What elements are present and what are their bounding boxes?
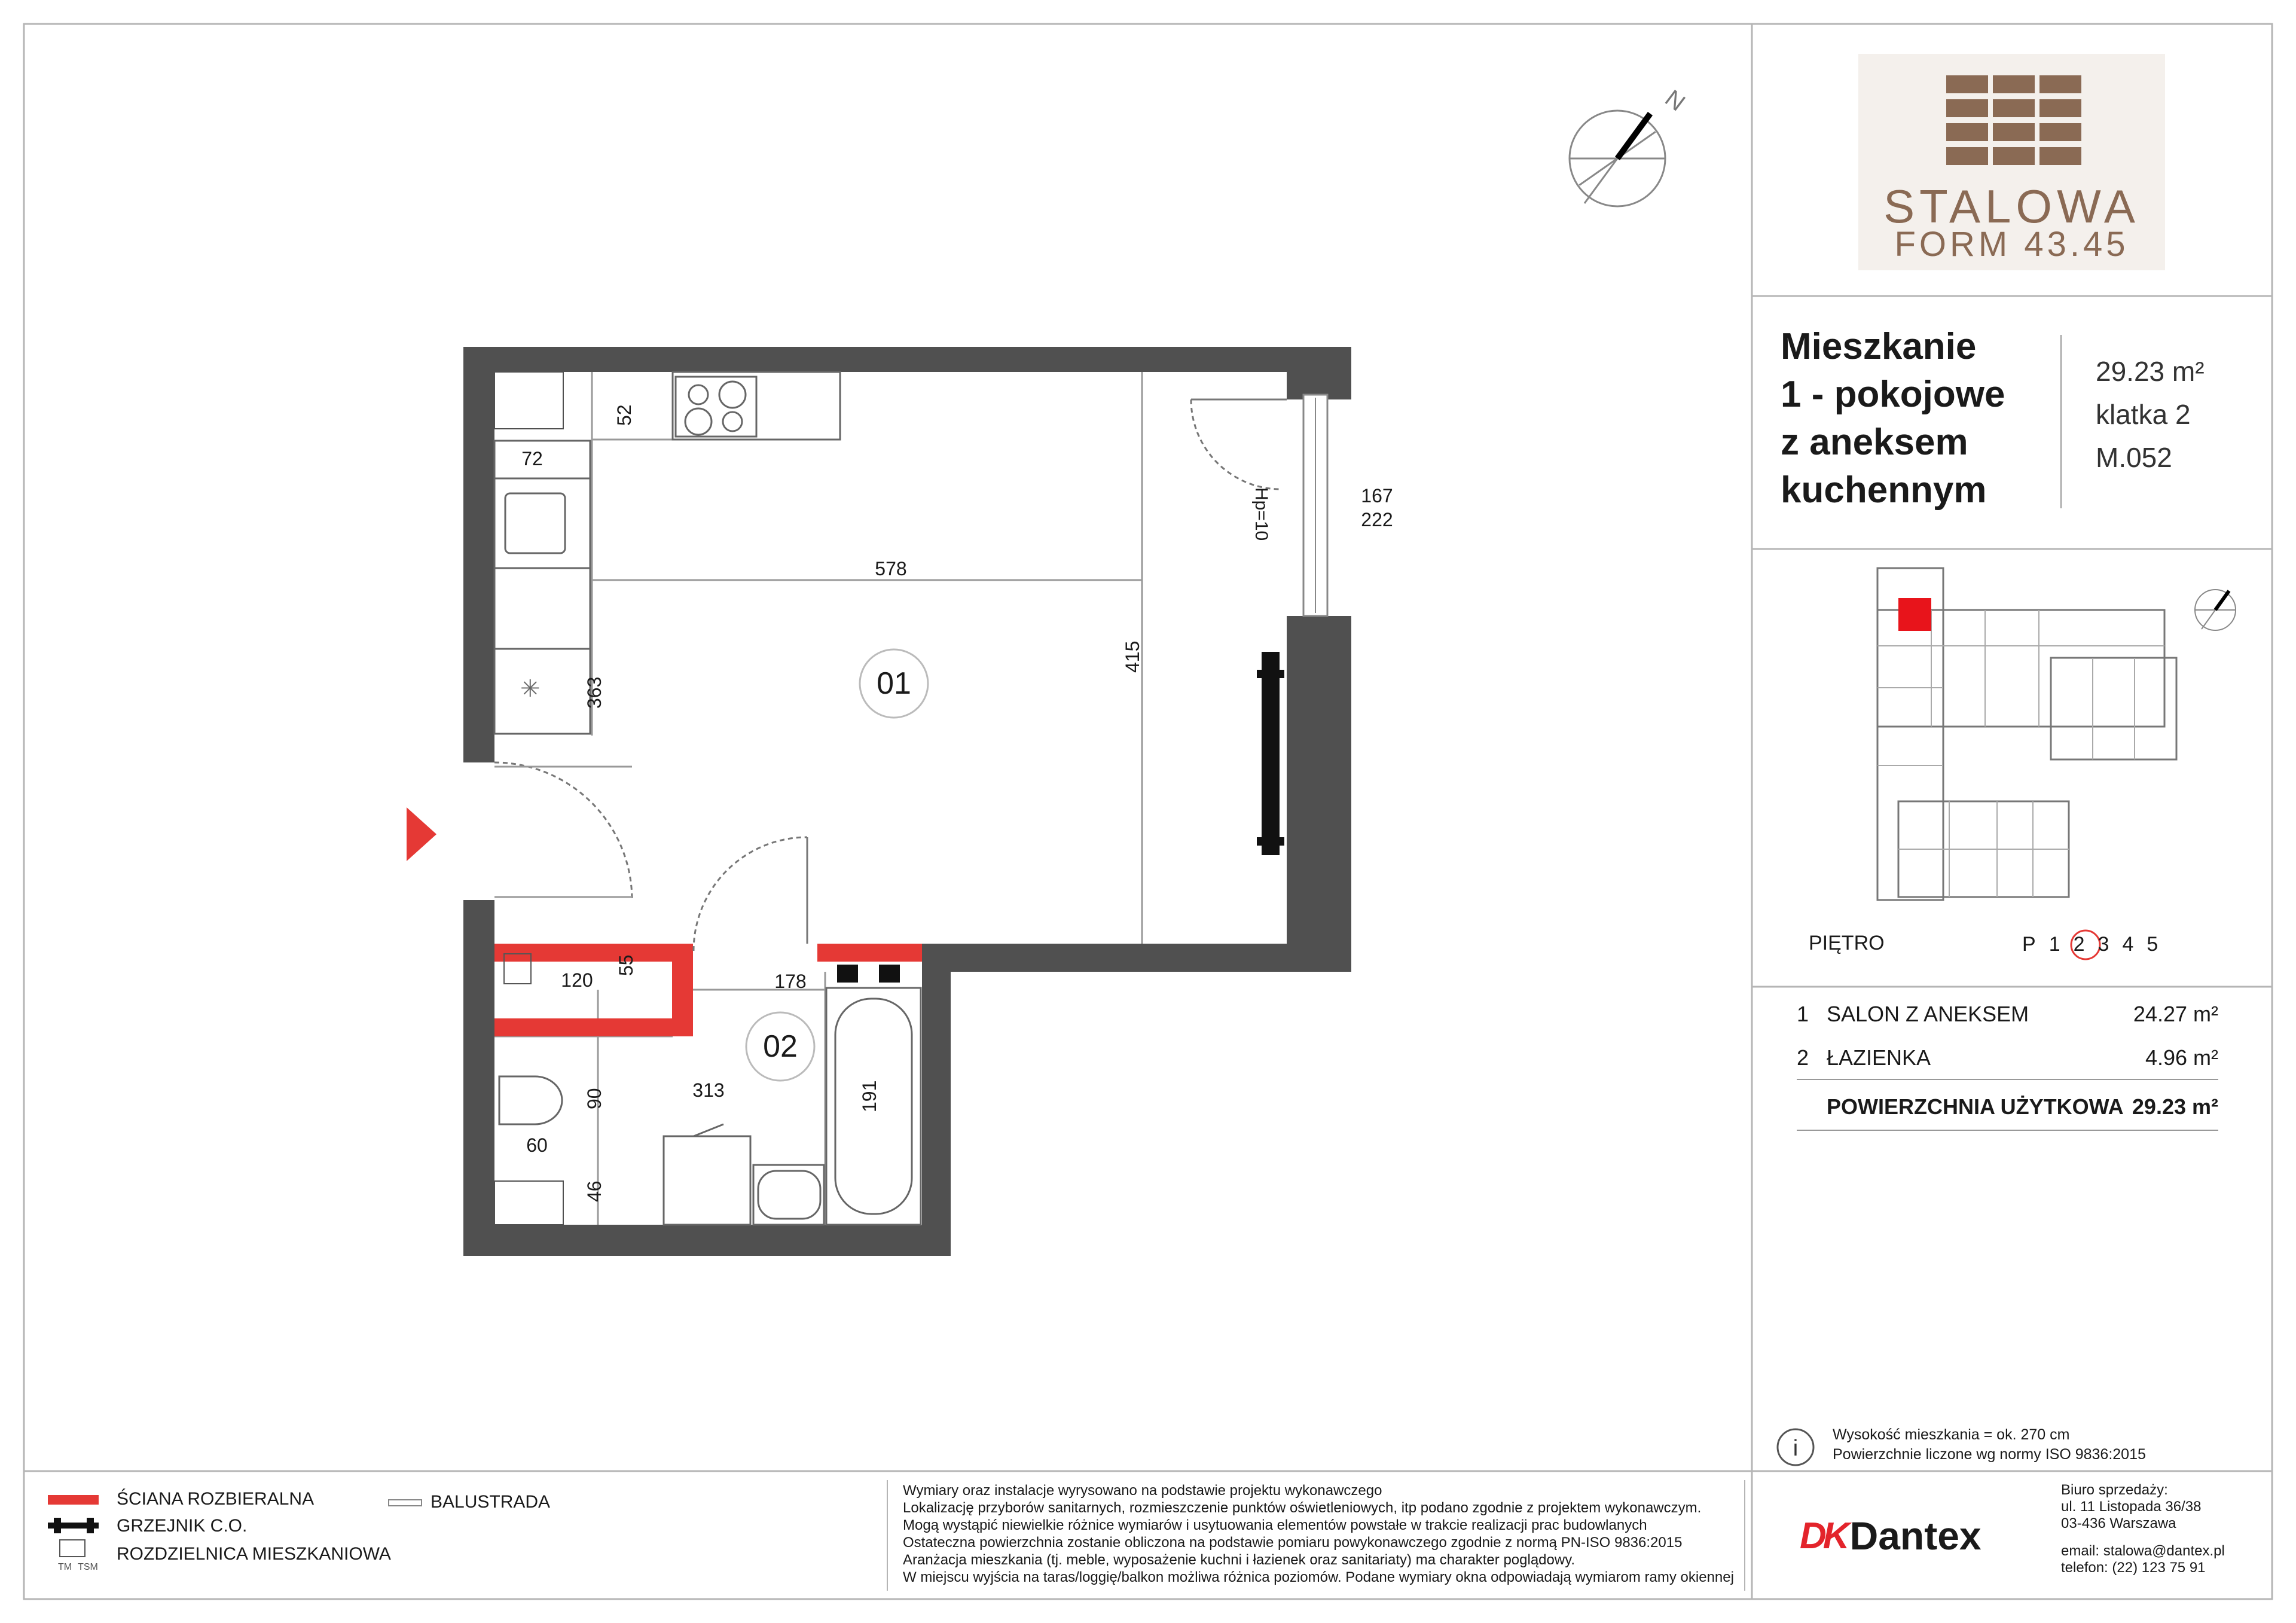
dimension-55: 55 <box>615 954 637 976</box>
radiator-icon <box>1257 652 1284 855</box>
entry-arrow-icon <box>407 807 436 861</box>
title-line-1: Mieszkanie <box>1781 326 1977 367</box>
room-name: ŁAZIENKA <box>1827 1045 1931 1070</box>
dimension-178: 178 <box>774 971 807 992</box>
dimension-72: 72 <box>521 448 543 469</box>
project-subtitle: FORM 43.45 <box>1894 225 2129 264</box>
seller-spacer <box>2061 1532 2225 1543</box>
total-area: 29.23 m² <box>2132 1094 2218 1119</box>
shaft-bottom <box>494 1181 563 1225</box>
room-area: 4.96 m² <box>2145 1045 2218 1070</box>
sink-cabinet-icon <box>837 965 900 983</box>
legend-balustrade-icon <box>389 1500 422 1506</box>
info-line-2: Powierzchnie liczone wg normy ISO 9836:2015 <box>1833 1446 2146 1463</box>
info-line-1: Wysokość mieszkania = ok. 270 cm <box>1833 1426 2070 1443</box>
north-label: N <box>1660 85 1690 117</box>
window-height-note: Hp=10 <box>1251 487 1271 541</box>
dimension-120: 120 <box>561 969 593 991</box>
dimension-90: 90 <box>584 1088 605 1109</box>
legend-distribution-board: ROZDZIELNICA MIESZKANIOWA <box>117 1544 391 1564</box>
legend-radiator: GRZEJNIK C.O. <box>117 1516 248 1536</box>
seller-email[interactable]: email: stalowa@dantex.pl <box>2061 1543 2225 1559</box>
seller-line-3: 03-436 Warszawa <box>2061 1515 2176 1532</box>
apartment-title <box>1781 323 2005 514</box>
legend-tm-label <box>58 1562 98 1573</box>
washbasin-icon <box>753 1165 824 1225</box>
floor-P[interactable]: P <box>2022 933 2036 956</box>
legend-distribution-board-icon <box>60 1540 85 1557</box>
seller-info <box>2061 1482 2225 1576</box>
disclaimer-line-3: Mogą wystąpić niewielkie różnice wymiarów i usytuowania elementów powstałe w trakcie realizacji prac budowlanych <box>903 1517 1647 1533</box>
project-name: STALOWA <box>1883 180 2140 233</box>
apartment-unit: M.052 <box>2096 442 2172 473</box>
disclaimer-line-2: Lokalizację przyborów sanitarnych, rozmieszczenie punktów oświetleniowych, itp podano zgodnie z projektem wykonawczym. <box>903 1500 1702 1516</box>
room-02-label: 02 <box>763 1029 798 1064</box>
toilet-icon <box>499 1076 562 1124</box>
dimension-46: 46 <box>584 1180 605 1202</box>
apartment-staircase: klatka 2 <box>2096 399 2191 430</box>
dimension-167: 167 <box>1361 485 1393 507</box>
legend-removable-wall-swatch <box>48 1495 99 1505</box>
disclaimer-line-1: Wymiary oraz instalacje wyrysowano na podstawie projektu wykonawczego <box>903 1482 1382 1499</box>
disclaimer-line-5: Aranżacja mieszkania (tj. meble, wyposażenie kuchni i łazienek oraz sanitariaty) ma charakter poglądowy. <box>903 1552 1576 1568</box>
dimension-60: 60 <box>526 1134 548 1156</box>
legend-radiator-icon <box>48 1518 99 1533</box>
seller-line-2: ul. 11 Listopada 36/38 <box>2061 1499 2202 1515</box>
info-text <box>1833 1425 2146 1465</box>
dimension-363: 363 <box>584 676 605 709</box>
tm-label: TM <box>58 1562 72 1572</box>
tsm-label: TSM <box>78 1562 98 1572</box>
title-line-3: z aneksem <box>1781 422 1968 463</box>
fridge-icon: ✳ <box>520 676 541 702</box>
legend-removable-wall: ŚCIANA ROZBIERALNA <box>117 1489 315 1509</box>
floor-3[interactable]: 3 <box>2097 933 2109 956</box>
room-number: 2 <box>1797 1045 1809 1070</box>
bathroom-door <box>694 837 807 951</box>
seller-line-1: Biuro sprzedaży: <box>2061 1482 2168 1498</box>
disclaimer <box>903 1482 1734 1586</box>
legend-balustrade: BALUSTRADA <box>430 1492 551 1512</box>
room-number: 1 <box>1797 1002 1809 1026</box>
room-name: SALON Z ANEKSEM <box>1827 1002 2029 1026</box>
small-compass-icon <box>2195 590 2236 630</box>
walls <box>463 347 1351 1256</box>
floor-4[interactable]: 4 <box>2122 933 2134 956</box>
developer-logo-text: Dantex <box>1849 1514 1981 1558</box>
seller-phone[interactable]: telefon: (22) 123 75 91 <box>2061 1560 2206 1576</box>
floor-1[interactable]: 1 <box>2048 933 2060 956</box>
title-line-2: 1 - pokojowe <box>1781 374 2005 415</box>
apartment-info <box>2096 350 2205 479</box>
washing-machine-icon <box>664 1124 750 1225</box>
disclaimer-line-6: W miejscu wyjścia na taras/loggię/balkon możliwa różnica poziomów. Podane wymiary okna odpowiadają wymiarom ramy okiennej <box>903 1569 1734 1585</box>
dimension-415: 415 <box>1122 640 1143 673</box>
apartment-area: 29.23 m² <box>2096 356 2205 387</box>
developer-logo <box>1800 1513 1981 1558</box>
dimension-578: 578 <box>875 558 907 579</box>
info-icon-glyph: i <box>1793 1436 1799 1461</box>
title-line-4: kuchennym <box>1781 469 1987 511</box>
floor-label: PIĘTRO <box>1809 932 1885 954</box>
dimension-52: 52 <box>613 404 635 426</box>
floor-levels <box>2022 933 2158 956</box>
dimension-222: 222 <box>1361 509 1393 530</box>
shaft-top <box>494 372 563 429</box>
floor-plan <box>407 347 1393 1256</box>
room-area: 24.27 m² <box>2133 1002 2218 1026</box>
apartment-marker <box>1898 598 1931 631</box>
entrance-door <box>494 762 632 900</box>
dimension-191: 191 <box>859 1080 880 1112</box>
compass-icon <box>1570 111 1665 206</box>
developer-logo-mark: DK <box>1800 1515 1846 1557</box>
dimension-313: 313 <box>692 1079 725 1101</box>
disclaimer-line-4: Ostateczna powierzchnia zostanie obliczona na podstawie pomiaru powykonawczego zgodnie z normą PN-ISO 9836:2015 <box>903 1534 1683 1551</box>
room-01-label: 01 <box>877 666 911 701</box>
total-label: POWIERZCHNIA UŻYTKOWA <box>1827 1094 2124 1119</box>
floor-5[interactable]: 5 <box>2147 933 2158 956</box>
floor-2[interactable]: 2 <box>2073 933 2085 956</box>
